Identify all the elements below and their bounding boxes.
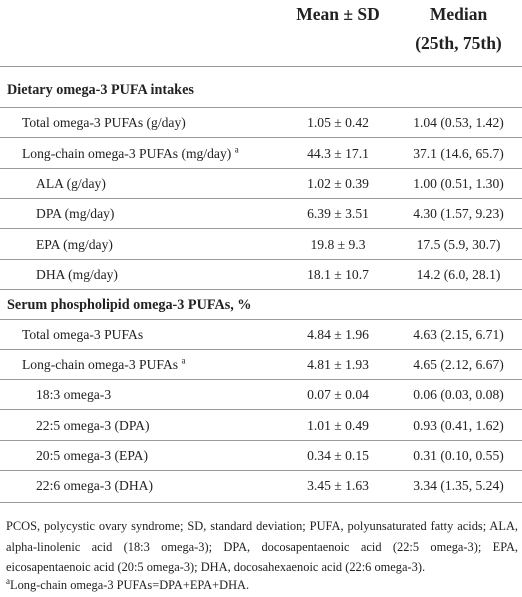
row-median: 4.63 (2.15, 6.71): [413, 327, 504, 342]
footnote-note: $^a$Long-chain omega-3 PUFAs=DPA+EPA+DHA.: [6, 575, 250, 592]
row-label: Long-chain omega-3 PUFAs $^a$: [22, 355, 186, 372]
row-rule: [0, 259, 522, 260]
row-median: 14.2 (6.0, 28.1): [416, 267, 501, 282]
row-label: DPA (mg/day): [36, 206, 115, 221]
row-mean-sd: 0.34 ± 0.15: [307, 448, 369, 463]
row-label: 22:5 omega-3 (DPA): [36, 418, 150, 433]
row-mean-sd: 4.84 ± 1.96: [307, 327, 369, 342]
table-bottom-rule: [0, 502, 522, 503]
row-rule: [0, 379, 522, 380]
table-row: [0, 352, 522, 378]
row-mean-sd: 1.02 ± 0.39: [307, 176, 369, 191]
column-header-median-line1: Median: [429, 4, 488, 24]
section-title: Serum phospholipid omega-3 PUFAs, %: [7, 297, 252, 313]
section-title: Dietary omega-3 PUFA intakes: [7, 82, 194, 98]
row-median: 4.30 (1.57, 9.23): [413, 206, 504, 221]
table-row: [0, 262, 522, 288]
section-title-row: [0, 292, 522, 318]
table-row: [0, 413, 522, 439]
column-header-median: [395, 0, 522, 58]
row-median: 37.1 (14.6, 65.7): [413, 146, 504, 161]
table-row: [0, 201, 522, 227]
footnote-marker: a: [181, 355, 186, 366]
row-rule: [0, 107, 522, 108]
row-median: 0.31 (0.10, 0.55): [413, 448, 504, 463]
footnote-marker: a: [234, 144, 239, 155]
row-rule: [0, 470, 522, 471]
row-label: Total omega-3 PUFAs (g/day): [22, 115, 186, 130]
table-row: [0, 232, 522, 258]
row-mean-sd: 6.39 ± 3.51: [307, 206, 369, 221]
row-median: 4.65 (2.12, 6.67): [413, 357, 504, 372]
row-median: 17.5 (5.9, 30.7): [416, 237, 501, 252]
row-mean-sd: 1.05 ± 0.42: [307, 115, 369, 130]
footnote-abbreviations: PCOS, polycystic ovary syndrome; SD, standard deviation; PUFA, polyunsaturated fatty acids; ALA, alpha-linolenic acid (18:3 omega-3); DPA, docosapentaenoic acid (22:5 omega-3); EPA, eicosapentaenoic acid (20:5 omega-3); DHA, docosahexaenoic acid (22:6 omega-3).: [6, 519, 518, 574]
row-median: 3.34 (1.35, 5.24): [413, 478, 504, 493]
row-label: EPA (mg/day): [36, 237, 113, 252]
row-label: 20:5 omega-3 (EPA): [36, 448, 149, 463]
row-rule: [0, 198, 522, 199]
section-title-row: [0, 77, 522, 103]
row-median: 0.93 (0.41, 1.62): [413, 418, 504, 433]
table-row: [0, 171, 522, 197]
row-mean-sd: 19.8 ± 9.3: [310, 237, 366, 252]
row-rule: [0, 319, 522, 320]
footnote-marker: a: [6, 575, 10, 586]
row-label: DHA (mg/day): [36, 267, 118, 282]
row-rule: [0, 137, 522, 138]
table-row: [0, 443, 522, 469]
row-label: 18:3 omega-3: [36, 387, 112, 402]
row-label: Total omega-3 PUFAs: [22, 327, 144, 342]
row-rule: [0, 349, 522, 350]
row-rule: [0, 440, 522, 441]
header-rule: [0, 66, 522, 67]
table-row: [0, 382, 522, 408]
table-row: [0, 322, 522, 348]
table-row: [0, 141, 522, 167]
column-header-mean-sd: Mean ± SD: [296, 4, 380, 24]
row-label: 22:6 omega-3 (DHA): [36, 478, 154, 493]
column-header-median-line2: (25th, 75th): [415, 33, 502, 53]
row-mean-sd: 0.07 ± 0.04: [307, 387, 369, 402]
row-rule: [0, 228, 522, 229]
row-median: 1.00 (0.51, 1.30): [413, 176, 504, 191]
row-rule: [0, 409, 522, 410]
row-label: ALA (g/day): [36, 176, 106, 191]
row-mean-sd: 44.3 ± 17.1: [307, 146, 369, 161]
row-mean-sd: 4.81 ± 1.93: [307, 357, 369, 372]
row-rule: [0, 289, 522, 290]
row-median: 1.04 (0.53, 1.42): [413, 115, 504, 130]
row-label: Long-chain omega-3 PUFAs (mg/day) $^a$: [22, 144, 239, 161]
table-row: [0, 473, 522, 499]
row-mean-sd: 18.1 ± 10.7: [307, 267, 369, 282]
row-rule: [0, 168, 522, 169]
row-mean-sd: 3.45 ± 1.63: [307, 478, 369, 493]
row-mean-sd: 1.01 ± 0.49: [307, 418, 369, 433]
table-row: [0, 110, 522, 136]
row-median: 0.06 (0.03, 0.08): [413, 387, 504, 402]
